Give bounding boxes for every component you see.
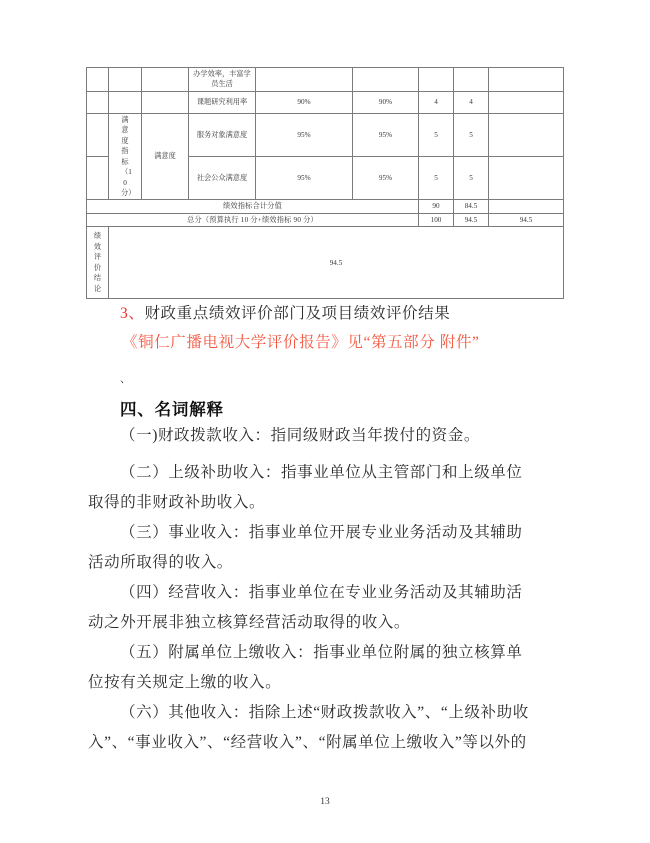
section-heading-terms: 四、名词解释 bbox=[120, 401, 224, 419]
paragraph-line: （二）上级补助收入：指事业单位从主管部门和上级单位 bbox=[120, 464, 523, 481]
performance-table bbox=[86, 67, 564, 299]
cell-subgroup: 满意度 bbox=[142, 113, 189, 200]
cell-target: 90% bbox=[256, 91, 353, 113]
total-note: 94.5 bbox=[489, 213, 564, 226]
total-weight: 100 bbox=[419, 213, 454, 226]
table-row-conclusion bbox=[87, 227, 564, 299]
cell-group-spacer bbox=[87, 113, 109, 156]
cell-note bbox=[489, 157, 564, 200]
cell-actual: 90% bbox=[353, 91, 419, 113]
cell-weight: 5 bbox=[419, 157, 454, 200]
cell-group bbox=[109, 113, 142, 200]
paragraph-line: （四）经营收入：指事业单位在专业业务活动及其辅助活 bbox=[120, 584, 523, 601]
paragraph-line: 动之外开展非独立核算经营活动取得的收入。 bbox=[88, 614, 411, 631]
cell-score bbox=[454, 68, 489, 92]
cell-actual: 95% bbox=[353, 113, 419, 156]
conclusion-value: 94.5 bbox=[109, 227, 564, 299]
cell-subgroup bbox=[142, 91, 189, 113]
conclusion-label: 绩效评价结论 bbox=[93, 232, 102, 293]
paragraph-line: 活动所取得的收入。 bbox=[88, 554, 233, 571]
cell-group-spacer bbox=[87, 157, 109, 200]
paragraph-line: （五）附属单位上缴收入：指事业单位附属的独立核算单 bbox=[120, 644, 523, 661]
item-3-line bbox=[120, 302, 450, 326]
cell-note bbox=[489, 113, 564, 156]
cell-weight: 5 bbox=[419, 113, 454, 156]
cell-group-label: 满意度指标（10分） bbox=[121, 115, 136, 197]
cell-target: 95% bbox=[256, 113, 353, 156]
item-3-number: 3、 bbox=[120, 305, 145, 322]
total-label: 总分（预算执行 10 分+绩效指标 90 分） bbox=[87, 213, 419, 226]
stray-punctuation-mark: 、 bbox=[120, 373, 131, 385]
cell-group bbox=[109, 68, 142, 92]
subtotal-note bbox=[489, 200, 564, 213]
cell-actual: 95% bbox=[353, 157, 419, 200]
table-row bbox=[87, 68, 564, 92]
paragraph-line: （三）事业收入：指事业单位开展专业业务活动及其辅助 bbox=[120, 524, 523, 541]
cell-indicator: 服务对象满意度 bbox=[189, 113, 256, 156]
total-score: 94.5 bbox=[454, 213, 489, 226]
paragraph-line: 入”、“事业收入”、“经营收入”、“附属单位上缴收入”等以外的 bbox=[88, 734, 527, 751]
cell-score: 5 bbox=[454, 113, 489, 156]
cell-group-spacer bbox=[87, 68, 109, 92]
cell-subgroup bbox=[142, 68, 189, 92]
cell-indicator: 社会公众满意度 bbox=[189, 157, 256, 200]
evaluation-report-reference: 《铜仁广播电视大学评价报告》见“第五部分 附件” bbox=[122, 334, 480, 351]
cell-indicator: 办学效率，丰富学员生活 bbox=[189, 68, 256, 92]
conclusion-label-cell bbox=[87, 227, 109, 299]
table-row bbox=[87, 91, 564, 113]
page-number: 13 bbox=[320, 797, 330, 807]
subtotal-score: 84.5 bbox=[454, 200, 489, 213]
cell-target bbox=[256, 68, 353, 92]
cell-indicator: 课题研究利用率 bbox=[189, 91, 256, 113]
paragraph-line: 位按有关规定上缴的收入。 bbox=[88, 674, 282, 691]
cell-group bbox=[109, 91, 142, 113]
cell-note bbox=[489, 91, 564, 113]
cell-score: 5 bbox=[454, 157, 489, 200]
cell-actual bbox=[353, 68, 419, 92]
table-row bbox=[87, 113, 564, 156]
paragraph-line: （六）其他收入：指除上述“财政拨款收入”、“上级补助收 bbox=[120, 704, 529, 721]
cell-group-spacer bbox=[87, 91, 109, 113]
cell-target: 95% bbox=[256, 157, 353, 200]
subtotal-label: 绩效指标合计分值 bbox=[87, 200, 419, 213]
performance-evaluation-table bbox=[86, 67, 563, 299]
cell-note bbox=[489, 68, 564, 92]
cell-weight: 4 bbox=[419, 91, 454, 113]
table-row-subtotal bbox=[87, 200, 564, 213]
table-row-total bbox=[87, 213, 564, 226]
paragraph-line: 取得的非财政补助收入。 bbox=[88, 494, 266, 511]
cell-score: 4 bbox=[454, 91, 489, 113]
cell-weight bbox=[419, 68, 454, 92]
subtotal-weight: 90 bbox=[419, 200, 454, 213]
item-3-text: 财政重点绩效评价部门及项目绩效评价结果 bbox=[144, 305, 451, 322]
paragraph-line: （一)财政拨款收入：指同级财政当年拨付的资金。 bbox=[120, 427, 480, 444]
